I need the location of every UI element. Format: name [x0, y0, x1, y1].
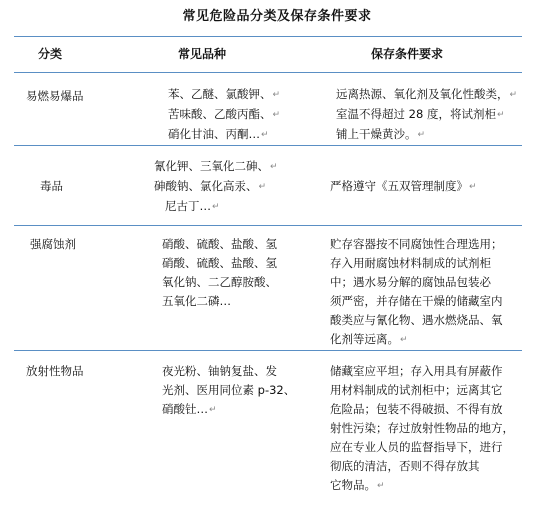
table-top-rule: [14, 36, 522, 37]
row3-requirements: [330, 235, 503, 350]
text-line: 室温不得超过 28 度，将试剂柜: [336, 107, 496, 121]
list-item: 光剂、医用同位素 p-32、: [162, 383, 296, 397]
row2-requirements: [330, 177, 477, 197]
text-line: 危险品；包装不得破损、不得有放: [330, 402, 503, 416]
row-divider: [14, 145, 522, 146]
row-divider: [14, 225, 522, 226]
list-item: 五氧化二磷…: [162, 294, 231, 308]
text-line: 须严密，并存储在干燥的储藏室内: [330, 294, 503, 308]
list-item: 氧化钠、二乙醇胺酸、: [162, 275, 277, 289]
document-title: 常见危险品分类及保存条件要求: [182, 9, 372, 24]
text-line: 储藏室应平坦；存入用具有屏蔽作: [330, 364, 503, 378]
row4-items: [162, 362, 295, 420]
list-item: 硝酸钍…: [162, 402, 208, 416]
row4-category: 放射性物品: [26, 364, 84, 378]
paragraph-mark: ↵: [211, 202, 220, 212]
list-item: 夜光粉、铀钠复盐、发: [162, 364, 277, 378]
paragraph-mark: ↵: [209, 405, 217, 415]
list-item: 苦味酸、乙酸丙酯、: [168, 107, 272, 121]
paragraph-mark: ↵: [272, 110, 281, 120]
text-line: 酸类应与氰化物、遇水燃烧品、氧: [330, 313, 503, 327]
header-items: 常见品种: [178, 47, 227, 61]
text-line: 远离热源、氧化剂及氧化性酸类，: [336, 87, 509, 101]
paragraph-mark: ↵: [270, 162, 278, 172]
header-category: 分类: [38, 47, 63, 61]
text-line: 应在专业人员的监督指导下，进行: [330, 440, 503, 454]
text-line: 严格遵守《五双管理制度》: [330, 179, 468, 193]
list-item: 硝酸、硫酸、盐酸、氢: [162, 256, 277, 270]
text-line: 它物品。: [330, 478, 376, 492]
text-line: 射性污染；存过放射性物品的地方，: [330, 421, 514, 435]
paragraph-mark: ↵: [258, 182, 267, 192]
header-requirements: 保存条件要求: [371, 47, 444, 61]
paragraph-mark: ↵: [469, 182, 477, 192]
row1-requirements: [336, 85, 517, 145]
text-line: 中；遇水易分解的腐蚀品包装必: [330, 275, 491, 289]
row4-requirements: [330, 362, 514, 496]
list-item: 砷酸钠、氯化高汞、: [154, 179, 258, 193]
list-item: 尼古丁…: [164, 199, 211, 213]
header-bottom-rule: [14, 72, 522, 73]
row1-category: 易燃易爆品: [26, 89, 84, 103]
row2-category: 毒品: [40, 179, 63, 193]
list-item: 苯、乙醚、氯酸钾、: [168, 87, 272, 101]
paragraph-mark: ↵: [400, 335, 408, 345]
row1-items: [168, 85, 280, 145]
paragraph-mark: ↵: [496, 110, 505, 120]
list-item: 硝化甘油、丙酮…: [168, 127, 260, 141]
text-line: 存入用耐腐蚀材料制成的试剂柜: [330, 256, 491, 270]
paragraph-mark: ↵: [417, 130, 426, 140]
text-line: 铺上干燥黄沙。: [336, 127, 417, 141]
paragraph-mark: ↵: [509, 90, 518, 100]
paragraph-mark: ↵: [377, 481, 385, 491]
row-divider: [14, 350, 522, 351]
text-line: 化剂等远离。: [330, 332, 399, 346]
text-line: 用材料制成的试剂柜中；远离其它: [330, 383, 503, 397]
paragraph-mark: ↵: [272, 90, 281, 100]
text-line: 贮存容器按不同腐蚀性合理选用；: [330, 237, 503, 251]
list-item: 硝酸、硫酸、盐酸、氢: [162, 237, 277, 251]
row3-category: 强腐蚀剂: [30, 237, 76, 251]
row2-items: [154, 157, 278, 217]
list-item: 氰化钾、三氧化二砷、: [154, 159, 269, 173]
text-line: 彻底的清洁，否则不得存放其: [330, 459, 480, 473]
paragraph-mark: ↵: [261, 130, 269, 140]
row3-items: [162, 235, 277, 311]
